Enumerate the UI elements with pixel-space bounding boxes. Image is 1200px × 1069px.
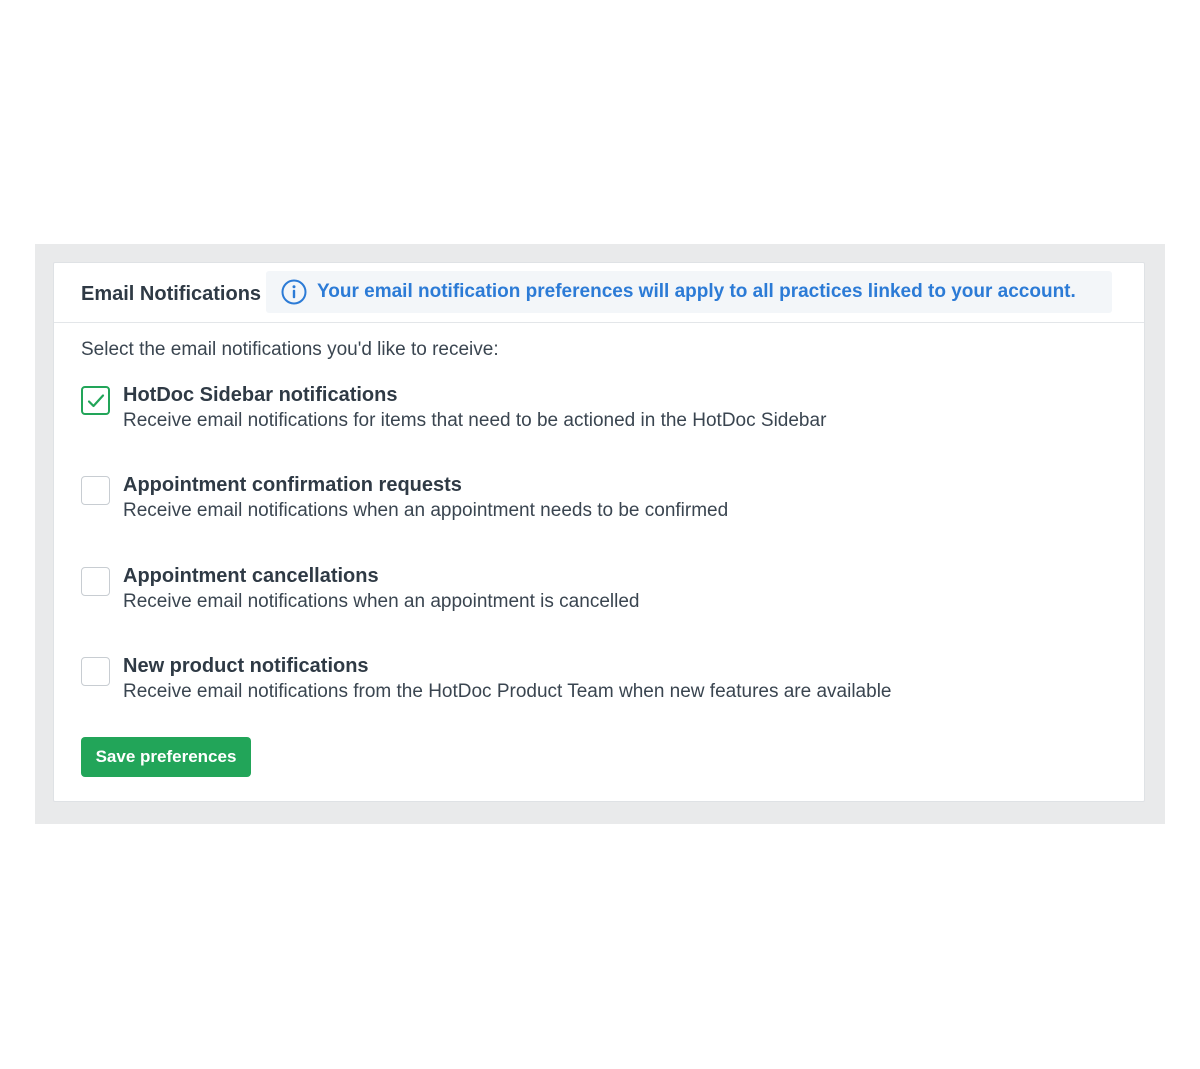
- hotdoc-sidebar-checkbox[interactable]: [81, 386, 110, 415]
- option-appointment-cancellations: [81, 565, 1121, 625]
- settings-panel-backdrop: [35, 244, 1165, 824]
- option-title: HotDoc Sidebar notifications: [123, 384, 398, 406]
- section-title: Email Notifications: [81, 283, 262, 305]
- appointment-confirmation-checkbox[interactable]: [81, 476, 110, 505]
- option-hotdoc-sidebar: [81, 384, 1121, 444]
- email-notifications-card: [53, 262, 1145, 802]
- info-banner-text: Your email notification preferences will apply to all practices linked to your account.: [317, 281, 1076, 302]
- intro-text: Select the email notifications you'd like to receive:: [81, 339, 499, 360]
- save-preferences-button[interactable]: Save preferences: [81, 737, 251, 777]
- card-header: [54, 263, 1144, 323]
- option-title: Appointment confirmation requests: [123, 474, 462, 496]
- option-title: New product notifications: [123, 655, 369, 677]
- appointment-cancellations-checkbox[interactable]: [81, 567, 110, 596]
- new-product-checkbox[interactable]: [81, 657, 110, 686]
- option-description: Receive email notifications when an appointment is cancelled: [123, 591, 640, 612]
- option-description: Receive email notifications for items that need to be actioned in the HotDoc Sidebar: [123, 410, 827, 431]
- info-banner: [266, 271, 1112, 313]
- option-title: Appointment cancellations: [123, 565, 379, 587]
- option-description: Receive email notifications from the HotDoc Product Team when new features are available: [123, 681, 892, 702]
- info-circle-icon: [281, 279, 307, 305]
- option-new-product: [81, 655, 1121, 715]
- option-appointment-confirmation: [81, 474, 1121, 534]
- checkmark-icon: [87, 393, 105, 409]
- option-description: Receive email notifications when an appointment needs to be confirmed: [123, 500, 729, 521]
